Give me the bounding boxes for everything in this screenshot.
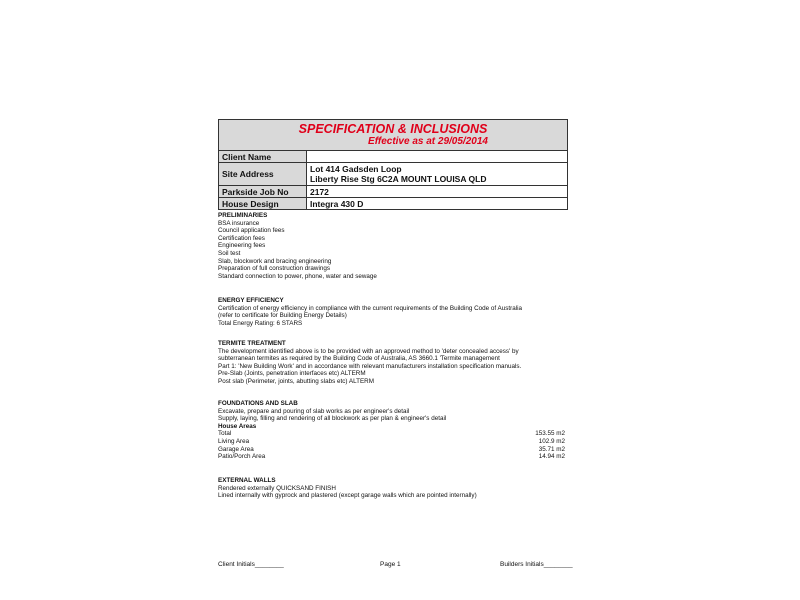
site-address-value (307, 163, 567, 185)
text-line: Excavate, prepare and pouring of slab works as per engineer's detail (218, 407, 410, 415)
area-value: 153.55 m2 (535, 430, 565, 438)
area-row-patio (218, 453, 565, 461)
section-heading: FOUNDATIONS AND SLAB (218, 400, 298, 407)
client-name-value (307, 151, 567, 162)
document-title: SPECIFICATION & INCLUSIONS (298, 122, 488, 136)
site-address-label: Site Address (219, 163, 307, 185)
section-heading: TERMITE TREATMENT (218, 340, 286, 347)
client-name-label: Client Name (219, 151, 307, 162)
text-line: The development identified above is to be provided with an approved method to 'deter concealed access' by (218, 347, 519, 355)
list-item: Preparation of full construction drawings (218, 265, 331, 273)
house-design-label: House Design (219, 198, 307, 209)
energy-efficiency-section (218, 297, 584, 327)
list-item: Slab, blockwork and bracing engineering (218, 257, 332, 265)
client-initials: Client Initials________ (218, 561, 284, 568)
text-line: Certification of energy efficiency in compliance with the current requirements of the Building Code of Australia (218, 304, 523, 312)
area-value: 35.71 m2 (538, 445, 565, 453)
text-line: Pre-Slab (Joints, penetration interfaces etc) ALTERM (218, 370, 366, 378)
preliminaries-section (218, 212, 584, 280)
header-title-block (219, 120, 567, 151)
list-item: BSA insurance (218, 219, 260, 227)
site-address-line: Lot 414 Gadsden Loop (310, 164, 402, 174)
area-name: Patio/Porch Area (218, 453, 266, 461)
external-walls-section (218, 477, 584, 500)
list-item: Certification fees (218, 234, 265, 242)
effective-date: Effective as at 29/05/2014 (368, 136, 488, 147)
text-line: Rendered externally QUICKSAND FINISH (218, 484, 336, 492)
house-design-row (219, 198, 567, 209)
list-item: Council application fees (218, 227, 285, 235)
area-name: Living Area (218, 437, 250, 445)
text-line: Total Energy Rating: 6 STARS (218, 319, 303, 327)
section-heading: ENERGY EFFICIENCY (218, 297, 284, 304)
area-value: 14.94 m2 (538, 453, 565, 461)
text-line: Post slab (Perimeter, joints, abutting slabs etc) ALTERM (218, 377, 374, 385)
termite-treatment-section (218, 340, 584, 386)
area-name: Garage Area (218, 445, 254, 453)
text-line: Supply, laying, filling and rendering of all blockwork as per plan & engineer's detail (218, 415, 447, 423)
text-line: Lined internally with gyprock and plastered (except garage walls which are pointed internally) (218, 492, 477, 500)
list-item: Standard connection to power, phone, water and sewage (218, 272, 377, 280)
section-heading: PRELIMINARIES (218, 212, 268, 219)
job-number-row (219, 186, 567, 198)
specification-header-table (218, 119, 568, 210)
text-line: (refer to certificate for Building Energy Details) (218, 312, 347, 320)
area-value: 102.9 m2 (538, 437, 565, 445)
job-number-label: Parkside Job No (219, 186, 307, 197)
house-areas-heading: House Areas (218, 422, 257, 430)
area-row-total (218, 430, 565, 438)
house-design-value: Integra 430 D (310, 198, 364, 209)
builder-initials: Builders Initials________ (500, 561, 573, 568)
site-address-line: Liberty Rise Stg 6C2A MOUNT LOUISA QLD (310, 174, 487, 184)
section-heading: EXTERNAL WALLS (218, 477, 276, 484)
area-name: Total (218, 430, 232, 438)
client-name-row (219, 151, 567, 163)
job-number-value: 2172 (310, 186, 329, 197)
foundations-section (218, 400, 584, 461)
list-item: Soil test (218, 249, 241, 257)
area-row-garage (218, 446, 565, 454)
site-address-row (219, 163, 567, 186)
list-item: Engineering fees (218, 242, 266, 250)
page-number: Page 1 (380, 561, 401, 568)
text-line: subterranean termites as required by the Building Code of Australia, AS 3660.1 'Termite management (218, 355, 500, 363)
area-row-living (218, 438, 565, 446)
text-line: Part 1: 'New Building Work' and in accordance with relevant manufacturers installation specification manuals. (218, 362, 522, 370)
